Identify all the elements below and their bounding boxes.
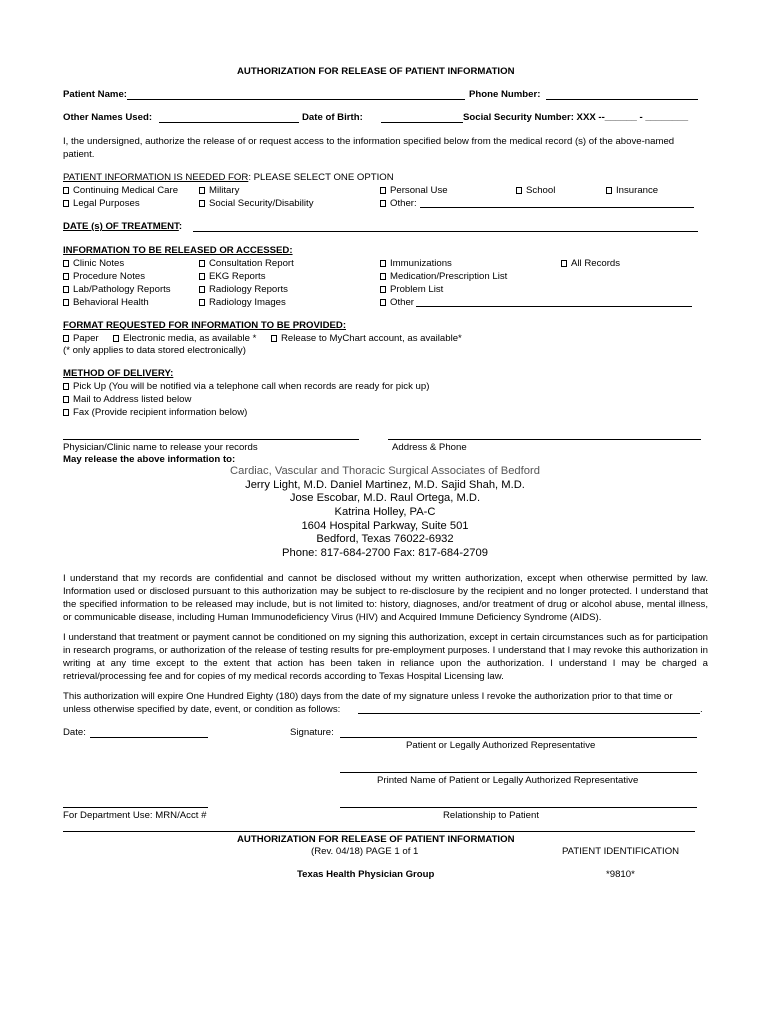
checkbox-square[interactable] xyxy=(113,335,119,342)
footer-barcode-code: *9810* xyxy=(606,869,635,880)
printed-name-field[interactable] xyxy=(340,772,697,773)
checkbox-other-purpose[interactable] xyxy=(380,198,417,209)
checkbox-square[interactable] xyxy=(516,187,522,194)
address-field[interactable] xyxy=(388,439,701,440)
checkbox-fax[interactable] xyxy=(63,407,247,418)
printed-name-label: Printed Name of Patient or Legally Authorized Representative xyxy=(377,775,639,786)
address-label: Address & Phone xyxy=(392,442,467,453)
checkbox-label: Release to MyChart account, as available* xyxy=(281,333,462,344)
checkbox-label: Radiology Images xyxy=(209,297,286,308)
delivery-heading: METHOD OF DELIVERY: xyxy=(63,368,174,379)
phone-number-field[interactable] xyxy=(546,99,698,100)
conditions-paragraph: I understand that treatment or payment cannot be conditioned on my signing this authorization, except in certain circumstances such as for participation in research programs, or authorization of the release of testing results for pre-employment purposes. I understand that I may revoke this authorization in writing at any time except to the extent that action has been taken in reliance upon the authorization. I understand I may be charged a retrieval/processing fee and for copies of my medical records according to Texas Hospital Licensing law. xyxy=(63,632,708,682)
may-release-label: May release the above information to: xyxy=(63,454,236,465)
checkbox-label: Mail to Address listed below xyxy=(73,394,192,405)
patient-identification-label: PATIENT IDENTIFICATION xyxy=(562,846,680,857)
checkbox-insurance[interactable] xyxy=(606,185,658,196)
date-field[interactable] xyxy=(90,737,208,738)
checkbox-square[interactable] xyxy=(63,383,69,390)
relationship-label: Relationship to Patient xyxy=(443,810,539,821)
checkbox-square[interactable] xyxy=(199,273,205,280)
checkbox-legal[interactable] xyxy=(63,198,140,209)
checkbox-label: Problem List xyxy=(390,284,444,295)
treatment-dates-field[interactable] xyxy=(193,231,698,232)
checkbox-label: Other: xyxy=(390,198,417,209)
treatment-heading xyxy=(63,221,182,232)
checkbox-paper[interactable] xyxy=(63,333,99,344)
facility-name: Cardiac, Vascular and Thoracic Surgical Associates of Bedford xyxy=(230,465,540,477)
expiry-period: . xyxy=(700,704,703,715)
checkbox-procedure-notes[interactable] xyxy=(63,271,145,282)
expiry-text-1: This authorization will expire One Hundred Eighty (180) days from the date of my signature unless I revoke the authorization prior to that time or xyxy=(63,691,673,702)
checkbox-label: Electronic media, as available * xyxy=(123,333,257,344)
patient-name-label: Patient Name: xyxy=(63,89,127,100)
checkbox-square[interactable] xyxy=(606,187,612,194)
needed-for-heading-underlined: PATIENT INFORMATION IS NEEDED FOR xyxy=(63,172,249,183)
checkbox-label: Consultation Report xyxy=(209,258,294,269)
checkbox-behavioral[interactable] xyxy=(63,297,149,308)
physician-label: Physician/Clinic name to release your records xyxy=(63,442,258,453)
checkbox-square[interactable] xyxy=(199,187,205,194)
dob-label: Date of Birth: xyxy=(302,112,363,123)
signature-label: Signature: xyxy=(290,727,334,738)
checkbox-square[interactable] xyxy=(63,396,69,403)
checkbox-square[interactable] xyxy=(63,409,69,416)
checkbox-radiology-reports[interactable] xyxy=(199,284,288,295)
checkbox-other-records[interactable] xyxy=(380,297,414,308)
checkbox-label: Continuing Medical Care xyxy=(73,185,179,196)
intro-text: I, the undersigned, authorize the release of or request access to the information specified below from the medical record (s) of the above-named patient. xyxy=(63,136,675,160)
checkbox-square[interactable] xyxy=(380,200,386,207)
footer-organization: Texas Health Physician Group xyxy=(297,869,435,880)
checkbox-label: EKG Reports xyxy=(209,271,266,282)
checkbox-square[interactable] xyxy=(63,260,69,267)
confidentiality-paragraph: I understand that my records are confidential and cannot be disclosed without my written authorization, except when otherwise permitted by law. Information used or disclosed pursuant to this authorization may be subject to re-disclosure by the recipient and no longer protected. I understand that the specified information to be released may include, but is not limited to: history, diagnoses, and/or treatment of drug or alcohol abuse, mental illness, or communicable disease, including Human Immunodeficiency Virus (HIV) and Acquired Immune Deficiency Syndrome (AIDS). xyxy=(63,573,708,623)
facility-address: 1604 Hospital Parkway, Suite 501 xyxy=(301,519,469,532)
other-names-field[interactable] xyxy=(159,122,299,123)
mrn-field[interactable] xyxy=(63,807,208,808)
checkbox-label: Insurance xyxy=(616,185,659,196)
patient-rep-label: Patient or Legally Authorized Representative xyxy=(406,740,596,751)
checkbox-label: Lab/Pathology Reports xyxy=(73,284,171,295)
needed-for-heading-rest: : PLEASE SELECT ONE OPTION xyxy=(248,172,394,183)
needed-for-heading xyxy=(63,172,394,183)
checkbox-square[interactable] xyxy=(380,273,386,280)
checkbox-square[interactable] xyxy=(380,260,386,267)
checkbox-medication[interactable] xyxy=(380,271,507,282)
checkbox-square[interactable] xyxy=(380,187,386,194)
footer-divider xyxy=(63,831,695,832)
checkbox-mail[interactable] xyxy=(63,394,191,405)
checkbox-square[interactable] xyxy=(380,299,386,306)
checkbox-square[interactable] xyxy=(63,200,69,207)
checkbox-ekg[interactable] xyxy=(199,271,266,282)
dept-use-label: For Department Use: MRN/Acct # xyxy=(63,810,207,821)
checkbox-label: All Records xyxy=(571,258,621,269)
checkbox-label: Pick Up (You will be notified via a telephone call when records are ready for pick up) xyxy=(73,381,430,392)
checkbox-square[interactable] xyxy=(63,335,69,342)
checkbox-electronic[interactable] xyxy=(113,333,256,344)
format-note: (* only applies to data stored electronically) xyxy=(63,345,246,356)
checkbox-personal-use[interactable] xyxy=(380,185,448,196)
checkbox-square[interactable] xyxy=(63,299,69,306)
checkbox-label: Fax (Provide recipient information below) xyxy=(73,407,248,418)
checkbox-label: Paper xyxy=(73,333,99,344)
checkbox-square[interactable] xyxy=(271,335,277,342)
checkbox-square[interactable] xyxy=(63,286,69,293)
checkbox-label: School xyxy=(526,185,556,196)
facility-block xyxy=(0,465,770,561)
patient-name-field[interactable] xyxy=(127,99,465,100)
checkbox-square[interactable] xyxy=(380,286,386,293)
other-records-field[interactable] xyxy=(416,306,692,307)
checkbox-square[interactable] xyxy=(63,187,69,194)
checkbox-square[interactable] xyxy=(199,299,205,306)
checkbox-square[interactable] xyxy=(561,260,567,267)
treatment-heading-label: DATE (s) OF TREATMENT xyxy=(63,221,179,232)
checkbox-square[interactable] xyxy=(199,200,205,207)
checkbox-immunizations[interactable] xyxy=(380,258,452,269)
checkbox-label: Medication/Prescription List xyxy=(390,271,508,282)
facility-physicians-1: Jerry Light, M.D. Daniel Martinez, M.D. Sajid Shah, M.D. xyxy=(245,478,525,491)
format-heading: FORMAT REQUESTED FOR INFORMATION TO BE PROVIDED: xyxy=(63,320,347,331)
facility-phone: Phone: 817-684-2700 Fax: 817-684-2709 xyxy=(282,546,488,559)
expiry-text-2: unless otherwise specified by date, event, or condition as follows: xyxy=(63,704,341,715)
checkbox-continuing-care[interactable] xyxy=(63,185,178,196)
ssn-label: Social Security Number: XXX --______ - ________ xyxy=(463,112,689,123)
expiry-condition-field[interactable] xyxy=(358,713,700,714)
checkbox-social-security[interactable] xyxy=(199,198,314,209)
checkbox-pickup[interactable] xyxy=(63,381,429,392)
dob-field[interactable] xyxy=(381,122,463,123)
facility-city: Bedford, Texas 76022-6932 xyxy=(316,533,454,546)
checkbox-label: Social Security/Disability xyxy=(209,198,314,209)
checkbox-square[interactable] xyxy=(199,260,205,267)
checkbox-military[interactable] xyxy=(199,185,239,196)
form-title: AUTHORIZATION FOR RELEASE OF PATIENT INFORMATION xyxy=(237,66,515,77)
date-label: Date: xyxy=(63,727,86,738)
checkbox-label: Immunizations xyxy=(390,258,452,269)
physician-field[interactable] xyxy=(63,439,359,440)
facility-physicians-2: Jose Escobar, M.D. Raul Ortega, M.D. xyxy=(289,492,481,505)
checkbox-label: Behavioral Health xyxy=(73,297,149,308)
checkbox-square[interactable] xyxy=(63,273,69,280)
checkbox-mychart[interactable] xyxy=(271,333,462,344)
checkbox-label: Personal Use xyxy=(390,185,448,196)
signature-field[interactable] xyxy=(340,737,697,738)
checkbox-radiology-images[interactable] xyxy=(199,297,286,308)
checkbox-square[interactable] xyxy=(199,286,205,293)
other-names-label: Other Names Used: xyxy=(63,112,153,123)
facility-pa: Katrina Holley, PA-C xyxy=(334,505,436,518)
relationship-field[interactable] xyxy=(340,807,697,808)
checkbox-label: Procedure Notes xyxy=(73,271,145,282)
checkbox-label: Clinic Notes xyxy=(73,258,125,269)
checkbox-clinic-notes[interactable] xyxy=(63,258,124,269)
checkbox-lab[interactable] xyxy=(63,284,171,295)
phone-number-label: Phone Number: xyxy=(469,89,541,100)
treatment-colon: : xyxy=(178,221,183,232)
checkbox-all-records[interactable] xyxy=(561,258,620,269)
checkbox-label: Radiology Reports xyxy=(209,284,288,295)
checkbox-label: Other xyxy=(390,297,414,308)
footer-revision: (Rev. 04/18) PAGE 1 of 1 xyxy=(311,846,419,857)
released-heading: INFORMATION TO BE RELEASED OR ACCESSED: xyxy=(63,245,293,256)
checkbox-label: Legal Purposes xyxy=(73,198,140,209)
checkbox-label: Military xyxy=(209,185,240,196)
footer-title: AUTHORIZATION FOR RELEASE OF PATIENT INFORMATION xyxy=(237,834,515,845)
checkbox-consultation[interactable] xyxy=(199,258,294,269)
checkbox-problem-list[interactable] xyxy=(380,284,443,295)
other-purpose-field[interactable] xyxy=(420,207,694,208)
checkbox-school[interactable] xyxy=(516,185,555,196)
